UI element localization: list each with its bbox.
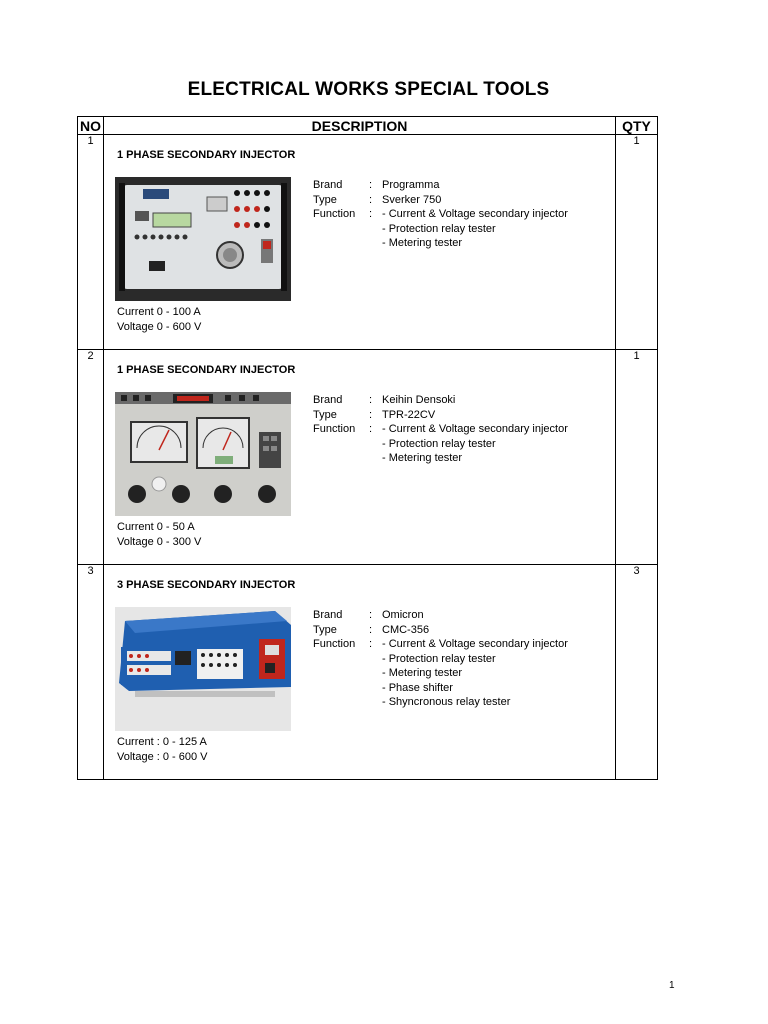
spec-separator: : [369, 179, 373, 191]
spec-value: Keihin Densoki [382, 394, 456, 406]
spec-label: Function [313, 638, 356, 650]
spec-value: Sverker 750 [382, 193, 442, 206]
function-item: - Protection relay tester [382, 437, 496, 450]
spec-label: Type [313, 193, 337, 206]
spec-value: Programma [382, 179, 440, 191]
spec-separator: : [369, 193, 373, 206]
spec-separator: : [369, 423, 373, 435]
row-number: 2 [78, 350, 104, 565]
table-row [78, 350, 658, 565]
equipment-photo-programma [115, 177, 291, 301]
spec-brand [313, 608, 568, 623]
spec-separator: : [369, 208, 373, 220]
row-qty: 1 [616, 135, 658, 350]
spec-separator: : [369, 609, 373, 621]
spec-function [313, 207, 568, 251]
spec-brand [313, 393, 568, 408]
spec-value: CMC-356 [382, 623, 430, 636]
page-number: 1 [669, 980, 675, 991]
spec-value: TPR-22CV [382, 408, 436, 421]
row-qty: 1 [616, 350, 658, 565]
row-description [104, 135, 616, 350]
spec-function [313, 637, 568, 710]
spec-function [313, 422, 568, 466]
spec-separator: : [369, 408, 373, 421]
row-description [104, 350, 616, 565]
function-item: - Protection relay tester [382, 222, 496, 235]
voltage-rating: Voltage 0 - 600 V [117, 320, 202, 333]
row-number: 3 [78, 565, 104, 780]
row-description [104, 565, 616, 780]
ratings [117, 520, 201, 549]
equipment-photo-omicron [115, 607, 291, 731]
spec-type [313, 408, 568, 423]
voltage-rating: Voltage : 0 - 600 V [117, 750, 208, 763]
spec-label: Brand [313, 609, 343, 621]
header-description: DESCRIPTION [104, 117, 616, 135]
spec-label: Function [313, 423, 356, 435]
spec-label: Type [313, 623, 337, 636]
function-item: - Phase shifter [382, 681, 453, 694]
table-row [78, 135, 658, 350]
equipment-photo-keihin [115, 392, 291, 516]
function-item: - Metering tester [382, 237, 463, 249]
table-row [78, 565, 658, 780]
function-item: - Current & Voltage secondary injector [382, 638, 568, 650]
current-rating: Current 0 - 100 A [117, 306, 201, 318]
function-item: - Current & Voltage secondary injector [382, 208, 568, 220]
voltage-rating: Voltage 0 - 300 V [117, 535, 202, 548]
spec-separator: : [369, 394, 373, 406]
current-rating: Current : 0 - 125 A [117, 736, 207, 748]
spec-list [313, 178, 568, 251]
item-title: 1 PHASE SECONDARY INJECTOR [117, 364, 296, 376]
spec-label: Function [313, 208, 356, 220]
page-title: ELECTRICAL WORKS SPECIAL TOOLS [187, 79, 550, 100]
function-item: - Shyncronous relay tester [382, 696, 511, 708]
spec-separator: : [369, 623, 373, 636]
ratings [117, 735, 208, 764]
tools-table [77, 116, 658, 780]
spec-type [313, 623, 568, 638]
spec-label: Brand [313, 179, 343, 191]
spec-type [313, 193, 568, 208]
header-no: NO [78, 117, 104, 135]
function-item: - Current & Voltage secondary injector [382, 423, 568, 435]
function-item: - Protection relay tester [382, 652, 496, 665]
ratings [117, 305, 201, 334]
table-header-row [78, 117, 658, 135]
spec-separator: : [369, 638, 373, 650]
current-rating: Current 0 - 50 A [117, 521, 195, 533]
item-title: 1 PHASE SECONDARY INJECTOR [117, 149, 296, 161]
spec-label: Brand [313, 394, 343, 406]
spec-list [313, 393, 568, 466]
spec-label: Type [313, 408, 337, 421]
spec-brand [313, 178, 568, 193]
spec-value: Omicron [382, 609, 424, 621]
item-title: 3 PHASE SECONDARY INJECTOR [117, 579, 296, 591]
header-qty: QTY [616, 117, 658, 135]
function-item: - Metering tester [382, 452, 463, 464]
function-item: - Metering tester [382, 667, 463, 679]
row-number: 1 [78, 135, 104, 350]
row-qty: 3 [616, 565, 658, 780]
spec-list [313, 608, 568, 710]
